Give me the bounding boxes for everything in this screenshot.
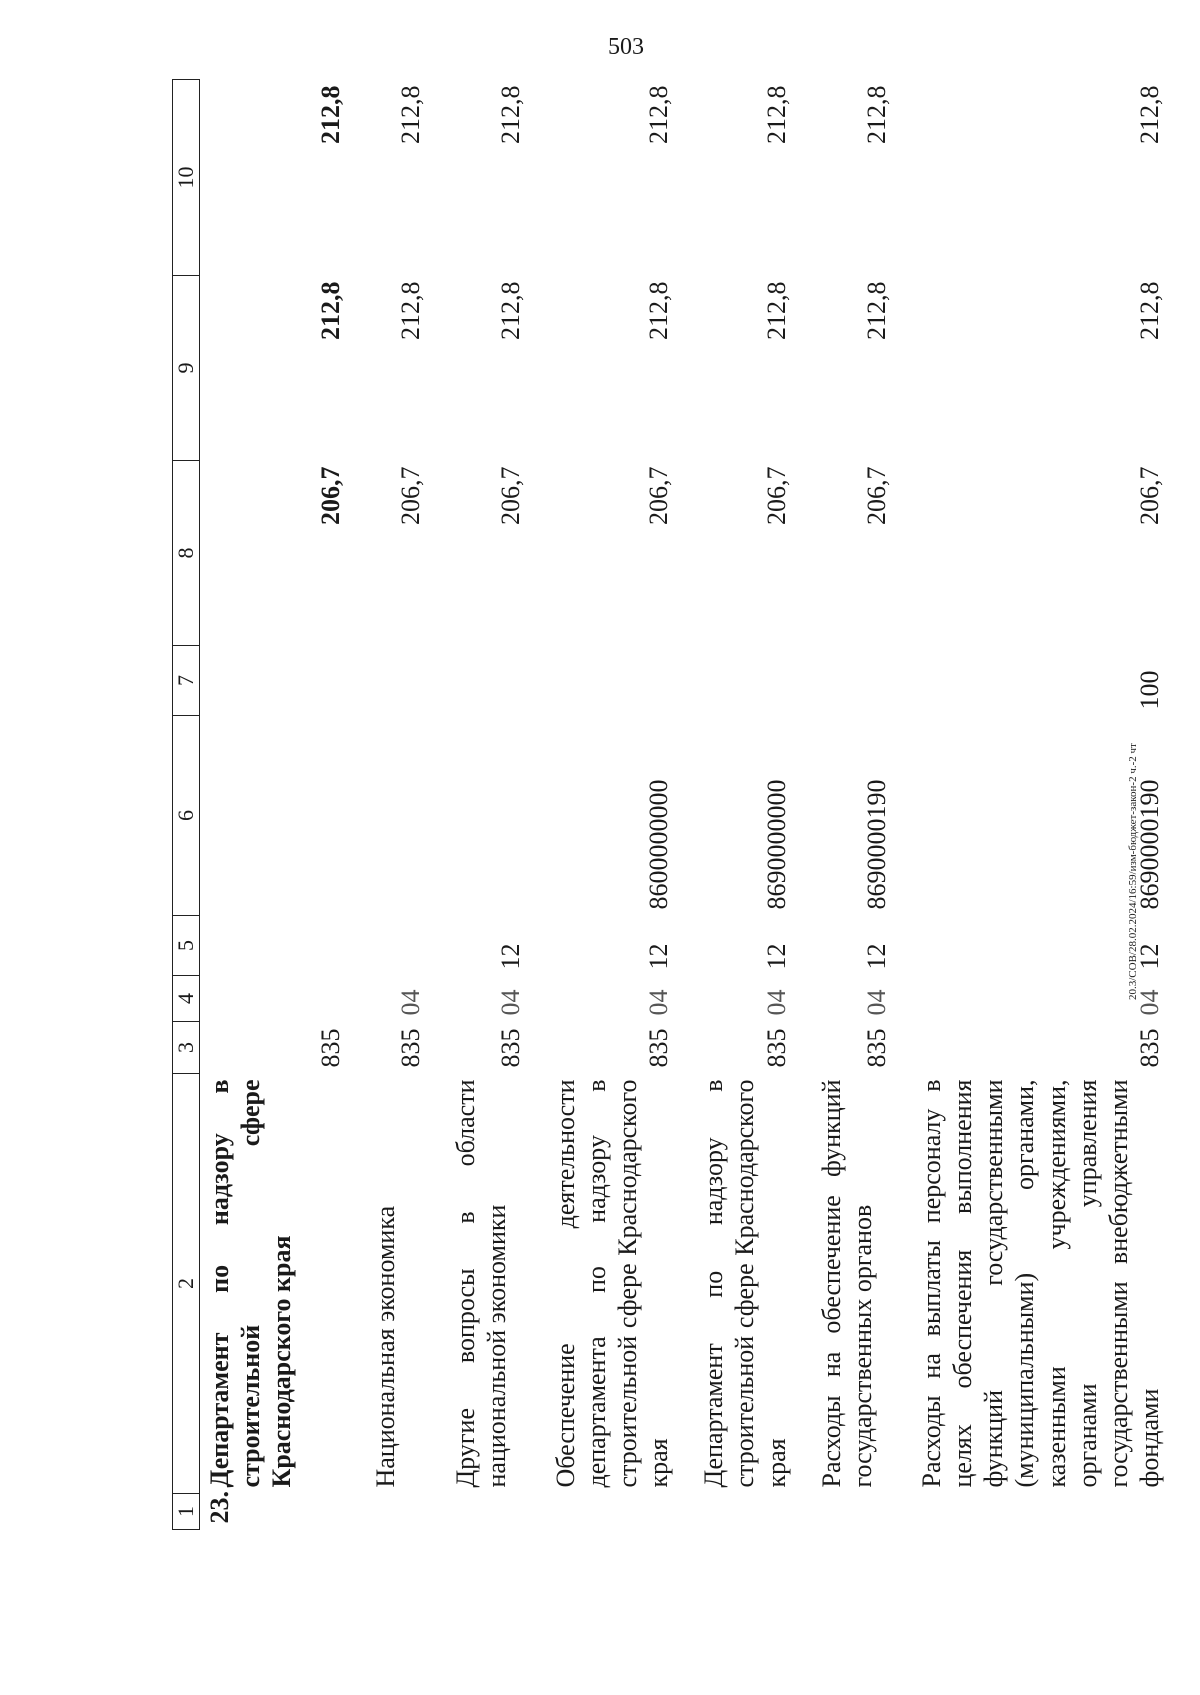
cell-csr: 8690000000 — [761, 779, 791, 910]
table-row — [678, 80, 796, 1530]
cell-value-2024: 206,7 — [315, 466, 345, 525]
cell-vr — [430, 646, 530, 716]
cell-rz: 04 — [644, 989, 674, 1016]
row-number — [896, 1494, 1170, 1530]
cell-csr: 8690000190 — [861, 779, 891, 910]
cell-value-2026: 212,8 — [761, 85, 791, 144]
cell-value-2026: 212,8 — [644, 85, 674, 144]
cell-value-2026: 212,8 — [1135, 85, 1165, 144]
cell-value-2025: 212,8 — [644, 281, 674, 340]
row-number: 23. — [205, 1491, 234, 1524]
cell-csr — [430, 716, 530, 916]
page-number: 503 — [608, 34, 644, 60]
row-number — [796, 1494, 896, 1530]
cell-value-2024: 206,7 — [761, 466, 791, 525]
cell-vr — [678, 646, 796, 716]
cell-value-2024: 206,7 — [495, 466, 525, 525]
cell-vr: 100 — [1135, 670, 1165, 710]
cell-pr: 12 — [761, 943, 791, 970]
row-number — [430, 1494, 530, 1530]
header-cell: 3 — [173, 1022, 200, 1074]
cell-vr — [350, 646, 430, 716]
cell-value-2025: 212,8 — [315, 281, 345, 340]
cell-value-2025: 212,8 — [395, 281, 425, 340]
row-name: Обеспечение деятельности департамента по надзору в строительной сфере Краснодарского края — [550, 1079, 674, 1488]
footer-code: 20.3/СОВ/28.02.2024/16:59/изм-бюджет-закон-2 ч.-2 чт — [1127, 743, 1139, 1000]
cell-pr — [350, 916, 430, 976]
budget-table — [172, 79, 1169, 1530]
row-number — [530, 1494, 679, 1530]
row-name: Департамент по надзору в строительной сфере Краснодарского края — [699, 1079, 791, 1488]
header-cell: 2 — [173, 1074, 200, 1494]
cell-rz: 04 — [1135, 989, 1165, 1016]
table-row — [200, 80, 350, 1530]
cell-pr: 12 — [861, 943, 891, 970]
table-row — [896, 80, 1170, 1530]
cell-value-2025: 212,8 — [861, 281, 891, 340]
cell-pr: 12 — [644, 943, 674, 970]
header-cell: 1 — [173, 1494, 200, 1530]
header-cell: 10 — [173, 80, 200, 276]
cell-rz: 04 — [395, 989, 425, 1016]
table-row — [530, 80, 679, 1530]
cell-ved: 835 — [395, 1028, 425, 1068]
cell-csr: 8690000190 — [1135, 779, 1165, 910]
cell-pr: 12 — [1135, 943, 1165, 970]
header-cell: 9 — [173, 276, 200, 461]
header-cell: 4 — [173, 976, 200, 1022]
cell-ved: 835 — [861, 1028, 891, 1068]
row-name: Другие вопросы в области национальной экономики — [450, 1079, 511, 1488]
cell-value-2026: 212,8 — [315, 85, 345, 144]
row-number — [678, 1494, 796, 1530]
row-name: Национальная экономика — [370, 1205, 400, 1488]
cell-value-2024: 206,7 — [1135, 466, 1165, 525]
row-name: Расходы на обеспечение функций государственных органов — [816, 1079, 877, 1488]
cell-csr: 8600000000 — [644, 779, 674, 910]
cell-value-2026: 212,8 — [495, 85, 525, 144]
cell-csr — [350, 716, 430, 916]
cell-value-2025: 212,8 — [495, 281, 525, 340]
cell-rz: 04 — [761, 989, 791, 1016]
cell-ved: 835 — [495, 1028, 525, 1068]
header-cell: 6 — [173, 716, 200, 916]
cell-pr: 12 — [495, 943, 525, 970]
cell-ved: 835 — [761, 1028, 791, 1068]
cell-value-2024: 206,7 — [861, 466, 891, 525]
cell-rz: 04 — [861, 989, 891, 1016]
header-cell: 8 — [173, 461, 200, 646]
header-cell: 5 — [173, 916, 200, 976]
cell-rz — [200, 976, 350, 1022]
row-name: Расходы на выплаты персоналу в целях обеспечения выполнения функций государственными (муниципальными) органами, казенными учреждениями, органами управления государственными внебюджетными фондами — [916, 1079, 1165, 1488]
cell-rz: 04 — [495, 989, 525, 1016]
table-row — [430, 80, 530, 1530]
row-name: Департамент по надзору в строительной сфере Краснодарского края — [205, 1079, 297, 1488]
cell-value-2026: 212,8 — [395, 85, 425, 144]
cell-csr — [200, 716, 350, 916]
cell-ved: 835 — [1135, 1028, 1165, 1068]
table-header-row — [173, 80, 200, 1530]
cell-value-2026: 212,8 — [861, 85, 891, 144]
cell-ved: 835 — [644, 1028, 674, 1068]
table-row — [350, 80, 430, 1530]
cell-pr — [200, 916, 350, 976]
header-cell: 7 — [173, 646, 200, 716]
table-row — [796, 80, 896, 1530]
row-number — [350, 1494, 430, 1530]
cell-value-2025: 212,8 — [761, 281, 791, 340]
cell-ved: 835 — [315, 1028, 345, 1068]
cell-vr — [530, 646, 679, 716]
cell-vr — [200, 646, 350, 716]
cell-value-2024: 206,7 — [644, 466, 674, 525]
cell-vr — [796, 646, 896, 716]
cell-value-2025: 212,8 — [1135, 281, 1165, 340]
cell-value-2024: 206,7 — [395, 466, 425, 525]
